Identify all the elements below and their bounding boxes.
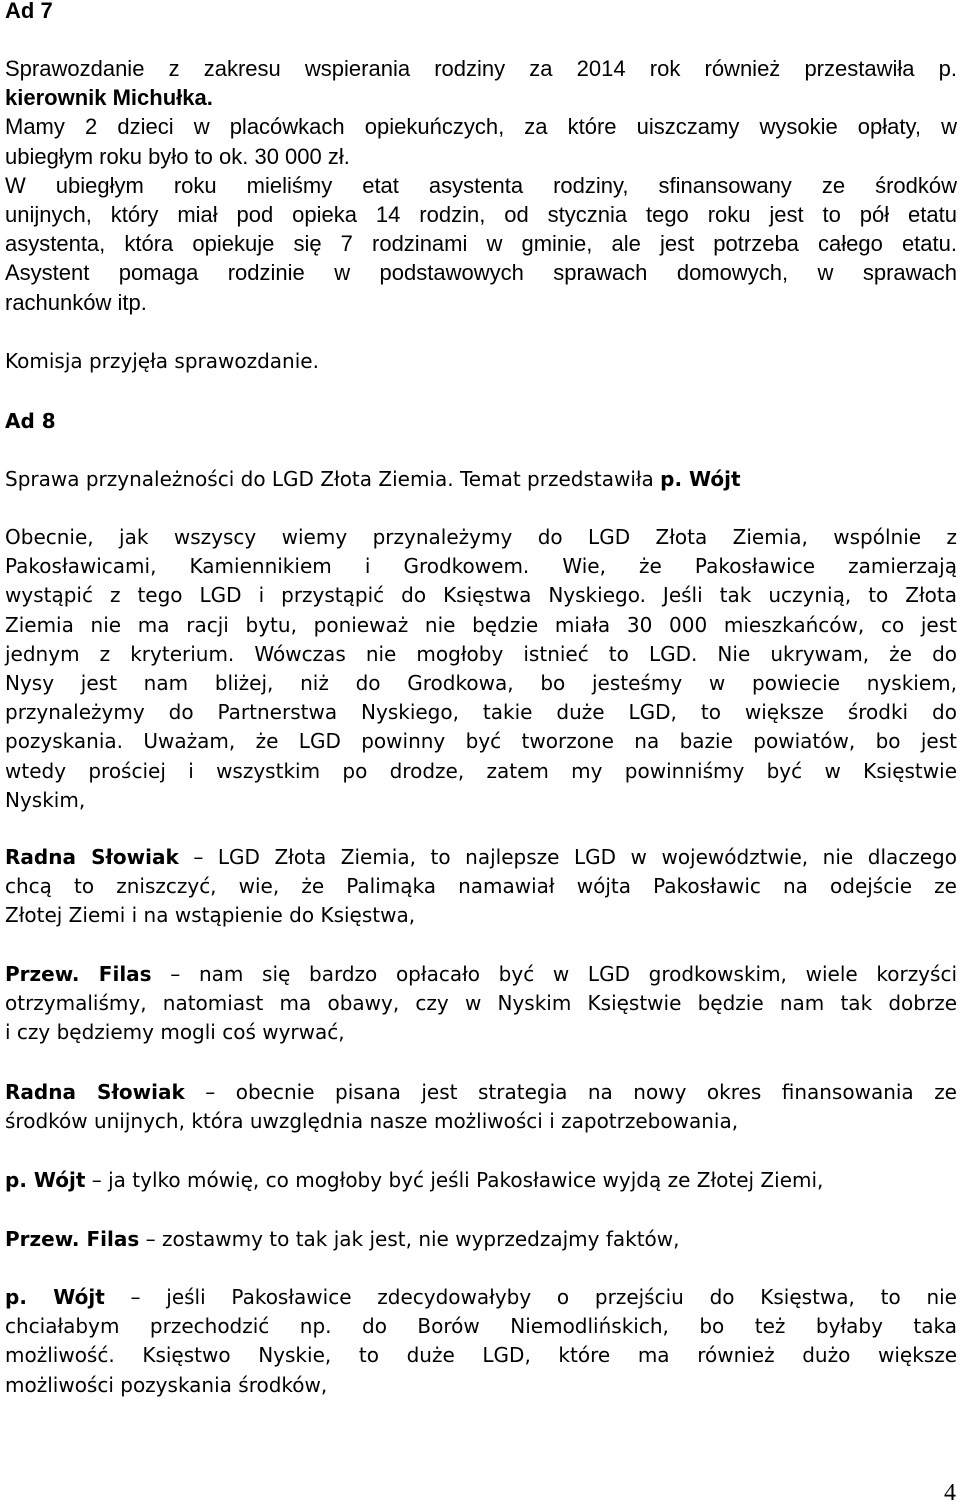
statement-line: Ziemia nie ma racji bytu, ponieważ nie będzie miała 30 000 mieszkańców, co jest [5, 612, 957, 637]
exchange-text: chcą to zniszczyć, wie, że Palimąka namawiał wójta Pakosławic na odejście ze [5, 874, 957, 899]
exchange-line [5, 1371, 957, 1400]
statement-line: Pakosławicami, Kamiennikiem i Grodkowem. Wie, że Pakosławice zamierzają [5, 554, 957, 579]
ad7-paragraph-line: rachunków itp. [5, 289, 147, 315]
ad7-paragraph-line: asystenta, która opiekuje się 7 rodzinami w gminie, ale jest potrzeba całego etatu. [5, 231, 957, 257]
statement-line: Nysy jest nam bliżej, niż do Grodkowa, bo jesteśmy w powiecie nyskiem, [5, 671, 957, 696]
ad7-paragraph-line: unijnych, który miał pod opieka 14 rodzin, od stycznia tego roku jest to pół etatu [5, 202, 957, 228]
ad8-heading: Ad 8 [5, 409, 56, 433]
exchange-text: – ja tylko mówię, co mogłoby być jeśli Pakosławice wyjdą ze Złotej Ziemi, [85, 1168, 824, 1192]
speaker-name: Przew. Filas [5, 1227, 140, 1251]
exchange-text: chciałabym przechodzić np. do Borów Niemodlińskich, bo też byłaby taka [5, 1314, 957, 1339]
exchange-line [5, 1078, 957, 1107]
exchange-entry [5, 1283, 957, 1400]
exchange-text: i czy będziemy mogli coś wyrwać, [5, 1020, 345, 1045]
ad7-paragraph-line: ubiegłym roku było to ok. 30 000 zł. [5, 143, 350, 169]
exchange-text: – zostawmy to tak jak jest, nie wyprzedzajmy faktów, [139, 1227, 680, 1251]
ad8-topic [5, 465, 957, 494]
exchange-line [5, 1018, 957, 1047]
exchange-line [5, 1341, 957, 1370]
exchange-text: środków unijnych, która uwzględnia nasze możliwości i zapotrzebowania, [5, 1109, 739, 1134]
exchange-line [5, 960, 957, 989]
statement-line: pozyskania. Uważam, że LGD powinny być tworzone na bazie powiatów, bo jest [5, 729, 957, 754]
speaker-name: p. Wójt [5, 1285, 105, 1309]
ad8-topic-speaker: p. Wójt [660, 467, 741, 491]
ad7-intro [5, 54, 957, 317]
exchange-entry [5, 843, 957, 931]
speaker-name: Radna Słowiak [5, 1080, 185, 1104]
exchange-line [5, 901, 957, 930]
exchange-text: – jeśli Pakosławice zdecydowałyby o przejściu do Księstwa, to nie [104, 1285, 957, 1309]
statement-line: przynależymy do Partnerstwa Nyskiego, takie duże LGD, to większe środki do [5, 700, 957, 725]
ad7-paragraph-line: Mamy 2 dzieci w placówkach opiekuńczych, za które uiszczamy wysokie opłaty, w [5, 114, 957, 140]
exchange-text: możliwości pozyskania środków, [5, 1372, 328, 1397]
exchange-line [5, 1312, 957, 1341]
statement-line: jednym z kryterium. Wówczas nie mogłoby istnieć to LGD. Nie ukrywam, że do [5, 641, 957, 666]
exchange-line [5, 989, 957, 1018]
ad7-decision: Komisja przyjęła sprawozdanie. [5, 349, 319, 373]
statement-line: Nyskim, [5, 787, 86, 812]
page-number: 4 [944, 1480, 956, 1506]
exchange-entry [5, 1166, 957, 1195]
ad7-paragraph-line: W ubiegłym roku mieliśmy etat asystenta rodziny, sfinansowany ze środków [5, 172, 957, 198]
exchange-entry [5, 1078, 957, 1136]
exchange-text: – nam się bardzo opłacało być w LGD grodkowskim, wiele korzyści [151, 962, 957, 986]
exchange-line [5, 1225, 957, 1254]
ad8-statement [5, 523, 957, 815]
ad7-heading: Ad 7 [5, 0, 53, 23]
exchange-entry [5, 960, 957, 1048]
exchange-line [5, 1107, 957, 1136]
statement-line: wystąpić z tego LGD i przystąpić do Księstwa Nyskiego. Jeśli tak uczynią, to Złota [5, 583, 957, 608]
ad7-intro-line: kierownik Michułka. [5, 85, 213, 111]
ad8-topic-text: Sprawa przynależności do LGD Złota Ziemia. Temat przedstawiła [5, 467, 661, 491]
exchange-text: – obecnie pisana jest strategia na nowy okres finansowania ze [184, 1080, 957, 1104]
ad7-paragraph-line: Asystent pomaga rodzinie w podstawowych sprawach domowych, w sprawach [5, 260, 957, 286]
exchange-line [5, 872, 957, 901]
speaker-name: Radna Słowiak [5, 845, 179, 869]
exchange-line [5, 1283, 957, 1312]
exchange-text: otrzymaliśmy, natomiast ma obawy, czy w Nyskim Księstwie będzie nam tak dobrze [5, 991, 957, 1016]
speaker-name: p. Wójt [5, 1168, 86, 1192]
statement-line: wtedy prościej i wszystkim po drodze, zatem my powinniśmy być w Księstwie [5, 758, 957, 783]
exchange-line [5, 1166, 957, 1195]
statement-line: Obecnie, jak wszyscy wiemy przynależymy do LGD Złota Ziemia, wspólnie z [5, 525, 957, 549]
exchange-text: – LGD Złota Ziemia, to najlepsze LGD w województwie, nie dlaczego [178, 845, 957, 869]
speaker-name: Przew. Filas [5, 962, 152, 986]
exchange-line [5, 843, 957, 872]
ad7-intro-line: Sprawozdanie z zakresu wspierania rodziny za 2014 rok również przestawiła p. [5, 56, 957, 81]
exchange-text: Złotej Ziemi i na wstąpienie do Księstwa, [5, 903, 416, 928]
exchange-entry [5, 1225, 957, 1254]
exchange-text: możliwość. Księstwo Nyskie, to duże LGD, które ma również dużo większe [5, 1343, 957, 1368]
